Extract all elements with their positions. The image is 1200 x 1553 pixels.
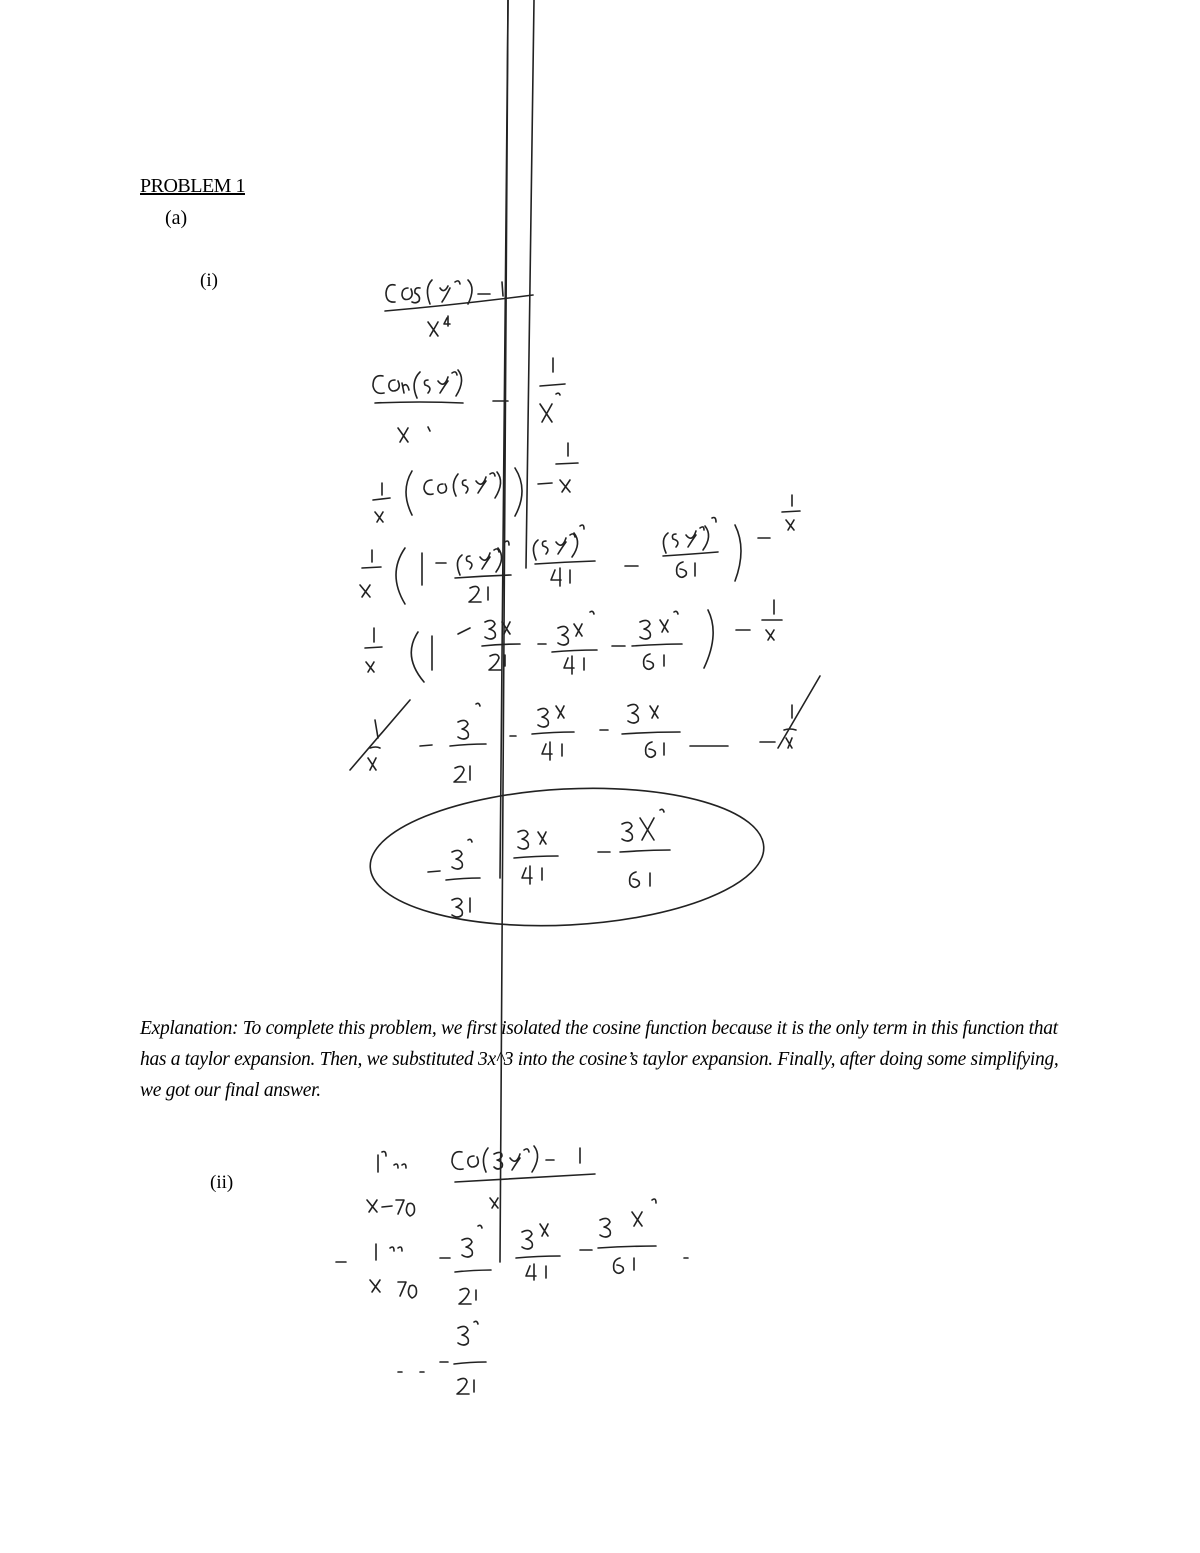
explanation-paragraph: Explanation: To complete this problem, we first isolated the cosine function because it is the only term in this function that has a taylor expansion. Then, we substituted 3x^3 into the cosine’s taylor expansion. Finally, after doing some simplifying, we got our final answer. [140,1018,1059,1101]
handwriting-limit-line-1 [367,1146,595,1216]
handwriting-limit-line-2 [336,0,688,1304]
handwriting-limit-line-3 [398,1321,486,1394]
problem-heading: PROBLEM 1 [140,175,245,197]
subpart-label-i: (i) [200,270,218,291]
subpart-label-ii: (ii) [210,1172,234,1193]
part-label-a: (a) [165,207,188,229]
